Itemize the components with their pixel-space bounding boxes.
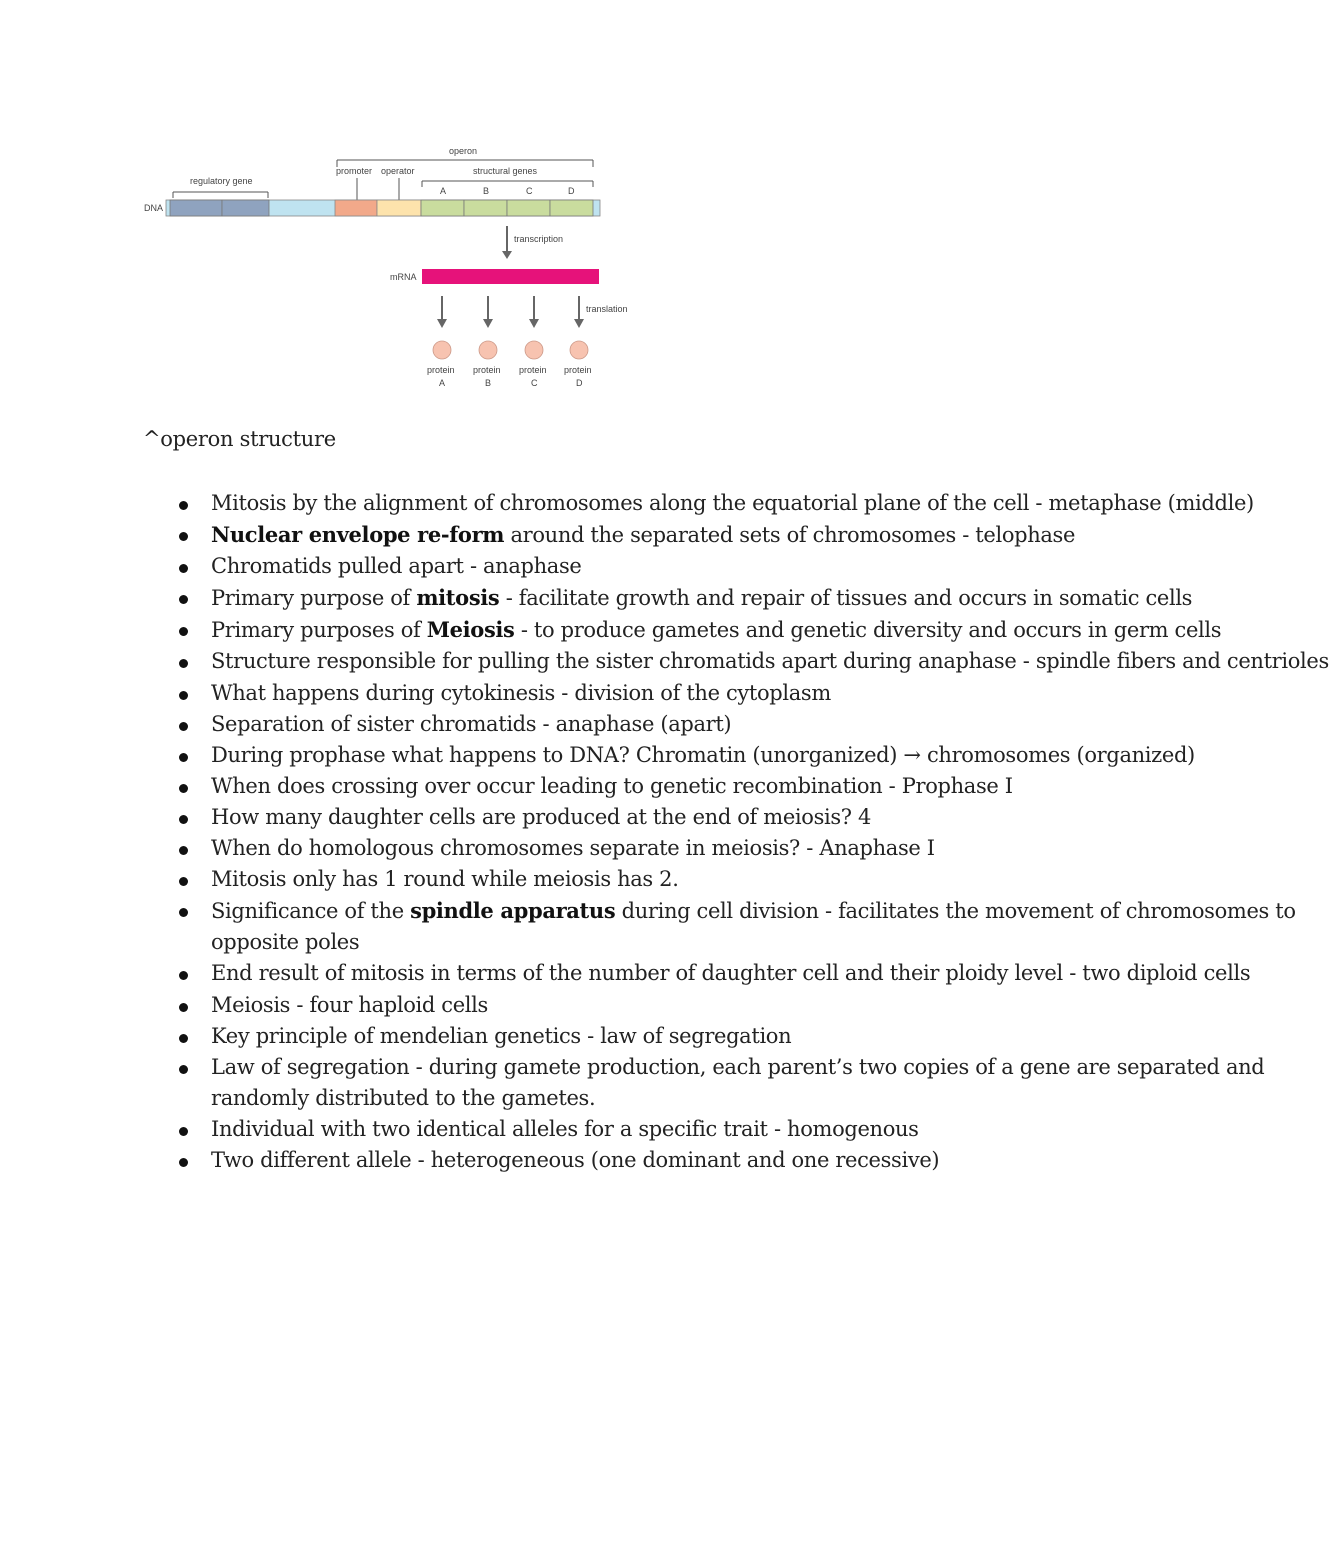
structural-gene-d-segment [550, 200, 593, 216]
note-text: Mitosis only has 1 round while meiosis has 2. [211, 867, 679, 892]
note-item [211, 833, 1331, 864]
mrna-strand [422, 269, 599, 284]
protein-b-circle [479, 341, 497, 359]
note-bold-term: mitosis [416, 585, 500, 611]
gene-letter-a: A [440, 186, 447, 196]
gene-letter-c: C [526, 186, 533, 196]
note-text: Primary purposes of [211, 618, 427, 643]
operon-diagram [140, 140, 640, 395]
note-item [211, 771, 1331, 802]
translation-arrowhead-d [574, 319, 584, 328]
promoter-segment [335, 200, 377, 216]
note-item [211, 1145, 1331, 1176]
note-text: Key principle of mendelian genetics - law of segregation [211, 1023, 792, 1048]
note-text: around the separated sets of chromosomes - telophase [504, 523, 1076, 548]
diagram-caption: ^operon structure [143, 427, 336, 451]
protein-d-word: protein [564, 365, 592, 375]
protein-c-word: protein [519, 365, 547, 375]
note-text: During prophase what happens to DNA? Chromatin (unorganized) → chromosomes (organized) [211, 742, 1195, 767]
note-item [211, 1052, 1331, 1114]
note-item [211, 990, 1331, 1021]
note-text: Law of segregation - during gamete production, each parent’s two copies of a gene are separated and randomly distributed to the gametes. [211, 1054, 1265, 1110]
protein-a-circle [433, 341, 451, 359]
note-item [211, 864, 1331, 895]
gene-letter-b: B [483, 186, 490, 196]
note-text: Mitosis by the alignment of chromosomes along the equatorial plane of the cell - metaphase (middle) [211, 491, 1254, 515]
note-item [211, 519, 1331, 551]
note-text: Separation of sister chromatids - anaphase (apart) [211, 711, 732, 736]
note-text: Meiosis - four haploid cells [211, 992, 488, 1017]
mrna-label: mRNA [390, 272, 417, 282]
note-item [211, 582, 1331, 614]
note-item [211, 802, 1331, 833]
note-item [211, 1114, 1331, 1145]
structural-gene-a-segment [421, 200, 464, 216]
note-text: - facilitate growth and repair of tissues and occurs in somatic cells [499, 586, 1193, 611]
protein-d-letter: D [576, 378, 583, 388]
note-item [211, 740, 1331, 771]
note-item [211, 1021, 1331, 1052]
structural-gene-c-segment [507, 200, 550, 216]
translation-arrowhead-a [437, 319, 447, 328]
note-text: When do homologous chromosomes separate in meiosis? - Anaphase I [211, 836, 935, 861]
note-text: Structure responsible for pulling the sister chromatids apart during anaphase - spindle fibers and centrioles [211, 649, 1329, 674]
note-item [211, 678, 1331, 709]
note-text: during cell division - facilitates the movement of chromosomes to opposite poles [211, 899, 1296, 955]
note-item [211, 646, 1331, 677]
protein-b-word: protein [473, 365, 501, 375]
note-text: Two different allele - heterogeneous (one dominant and one recessive) [211, 1147, 940, 1172]
translation-arrowhead-c [529, 319, 539, 328]
promoter-label: promoter [336, 166, 373, 176]
gene-letter-d: D [568, 186, 575, 196]
note-text: Individual with two identical alleles for a specific trait - homogenous [211, 1116, 919, 1141]
note-text: What happens during cytokinesis - division of the cytoplasm [211, 680, 831, 705]
note-text: Significance of the [211, 899, 411, 924]
note-bold-term: Meiosis [426, 617, 515, 643]
notes-list [0, 488, 1331, 1176]
protein-a-word: protein [427, 365, 455, 375]
note-text: End result of mitosis in terms of the number of daughter cell and their ploidy level - two diploid cells [211, 961, 1251, 986]
note-item [211, 551, 1331, 582]
dna-label: DNA [144, 203, 164, 213]
note-item [211, 488, 1331, 519]
note-bold-term: spindle apparatus [410, 898, 616, 924]
note-text: When does crossing over occur leading to genetic recombination - Prophase I [211, 773, 1013, 798]
protein-c-circle [525, 341, 543, 359]
regulatory-gene-label: regulatory gene [190, 176, 253, 186]
note-item [211, 958, 1331, 989]
note-item [211, 709, 1331, 740]
operator-label: operator [381, 166, 415, 176]
operator-segment [377, 200, 421, 216]
protein-d-circle [570, 341, 588, 359]
protein-a-letter: A [439, 378, 446, 388]
structural-genes-label: structural genes [473, 166, 538, 176]
note-text: Primary purpose of [211, 586, 417, 611]
translation-label: translation [586, 304, 628, 314]
note-text: - to produce gametes and genetic diversity and occurs in germ cells [514, 618, 1222, 643]
regulatory-gene-segment-2 [222, 200, 269, 216]
transcription-label: transcription [514, 234, 564, 244]
note-bold-term: Nuclear envelope re-form [211, 522, 505, 548]
note-text: How many daughter cells are produced at the end of meiosis? 4 [211, 804, 872, 829]
protein-b-letter: B [485, 378, 492, 388]
transcription-arrowhead [502, 251, 512, 259]
regulatory-gene-segment-1 [170, 200, 222, 216]
note-text: Chromatids pulled apart - anaphase [211, 554, 582, 579]
structural-gene-b-segment [464, 200, 507, 216]
note-item [211, 614, 1331, 646]
note-item [211, 895, 1331, 958]
translation-arrowhead-b [483, 319, 493, 328]
operon-label: operon [449, 146, 478, 156]
protein-c-letter: C [531, 378, 538, 388]
